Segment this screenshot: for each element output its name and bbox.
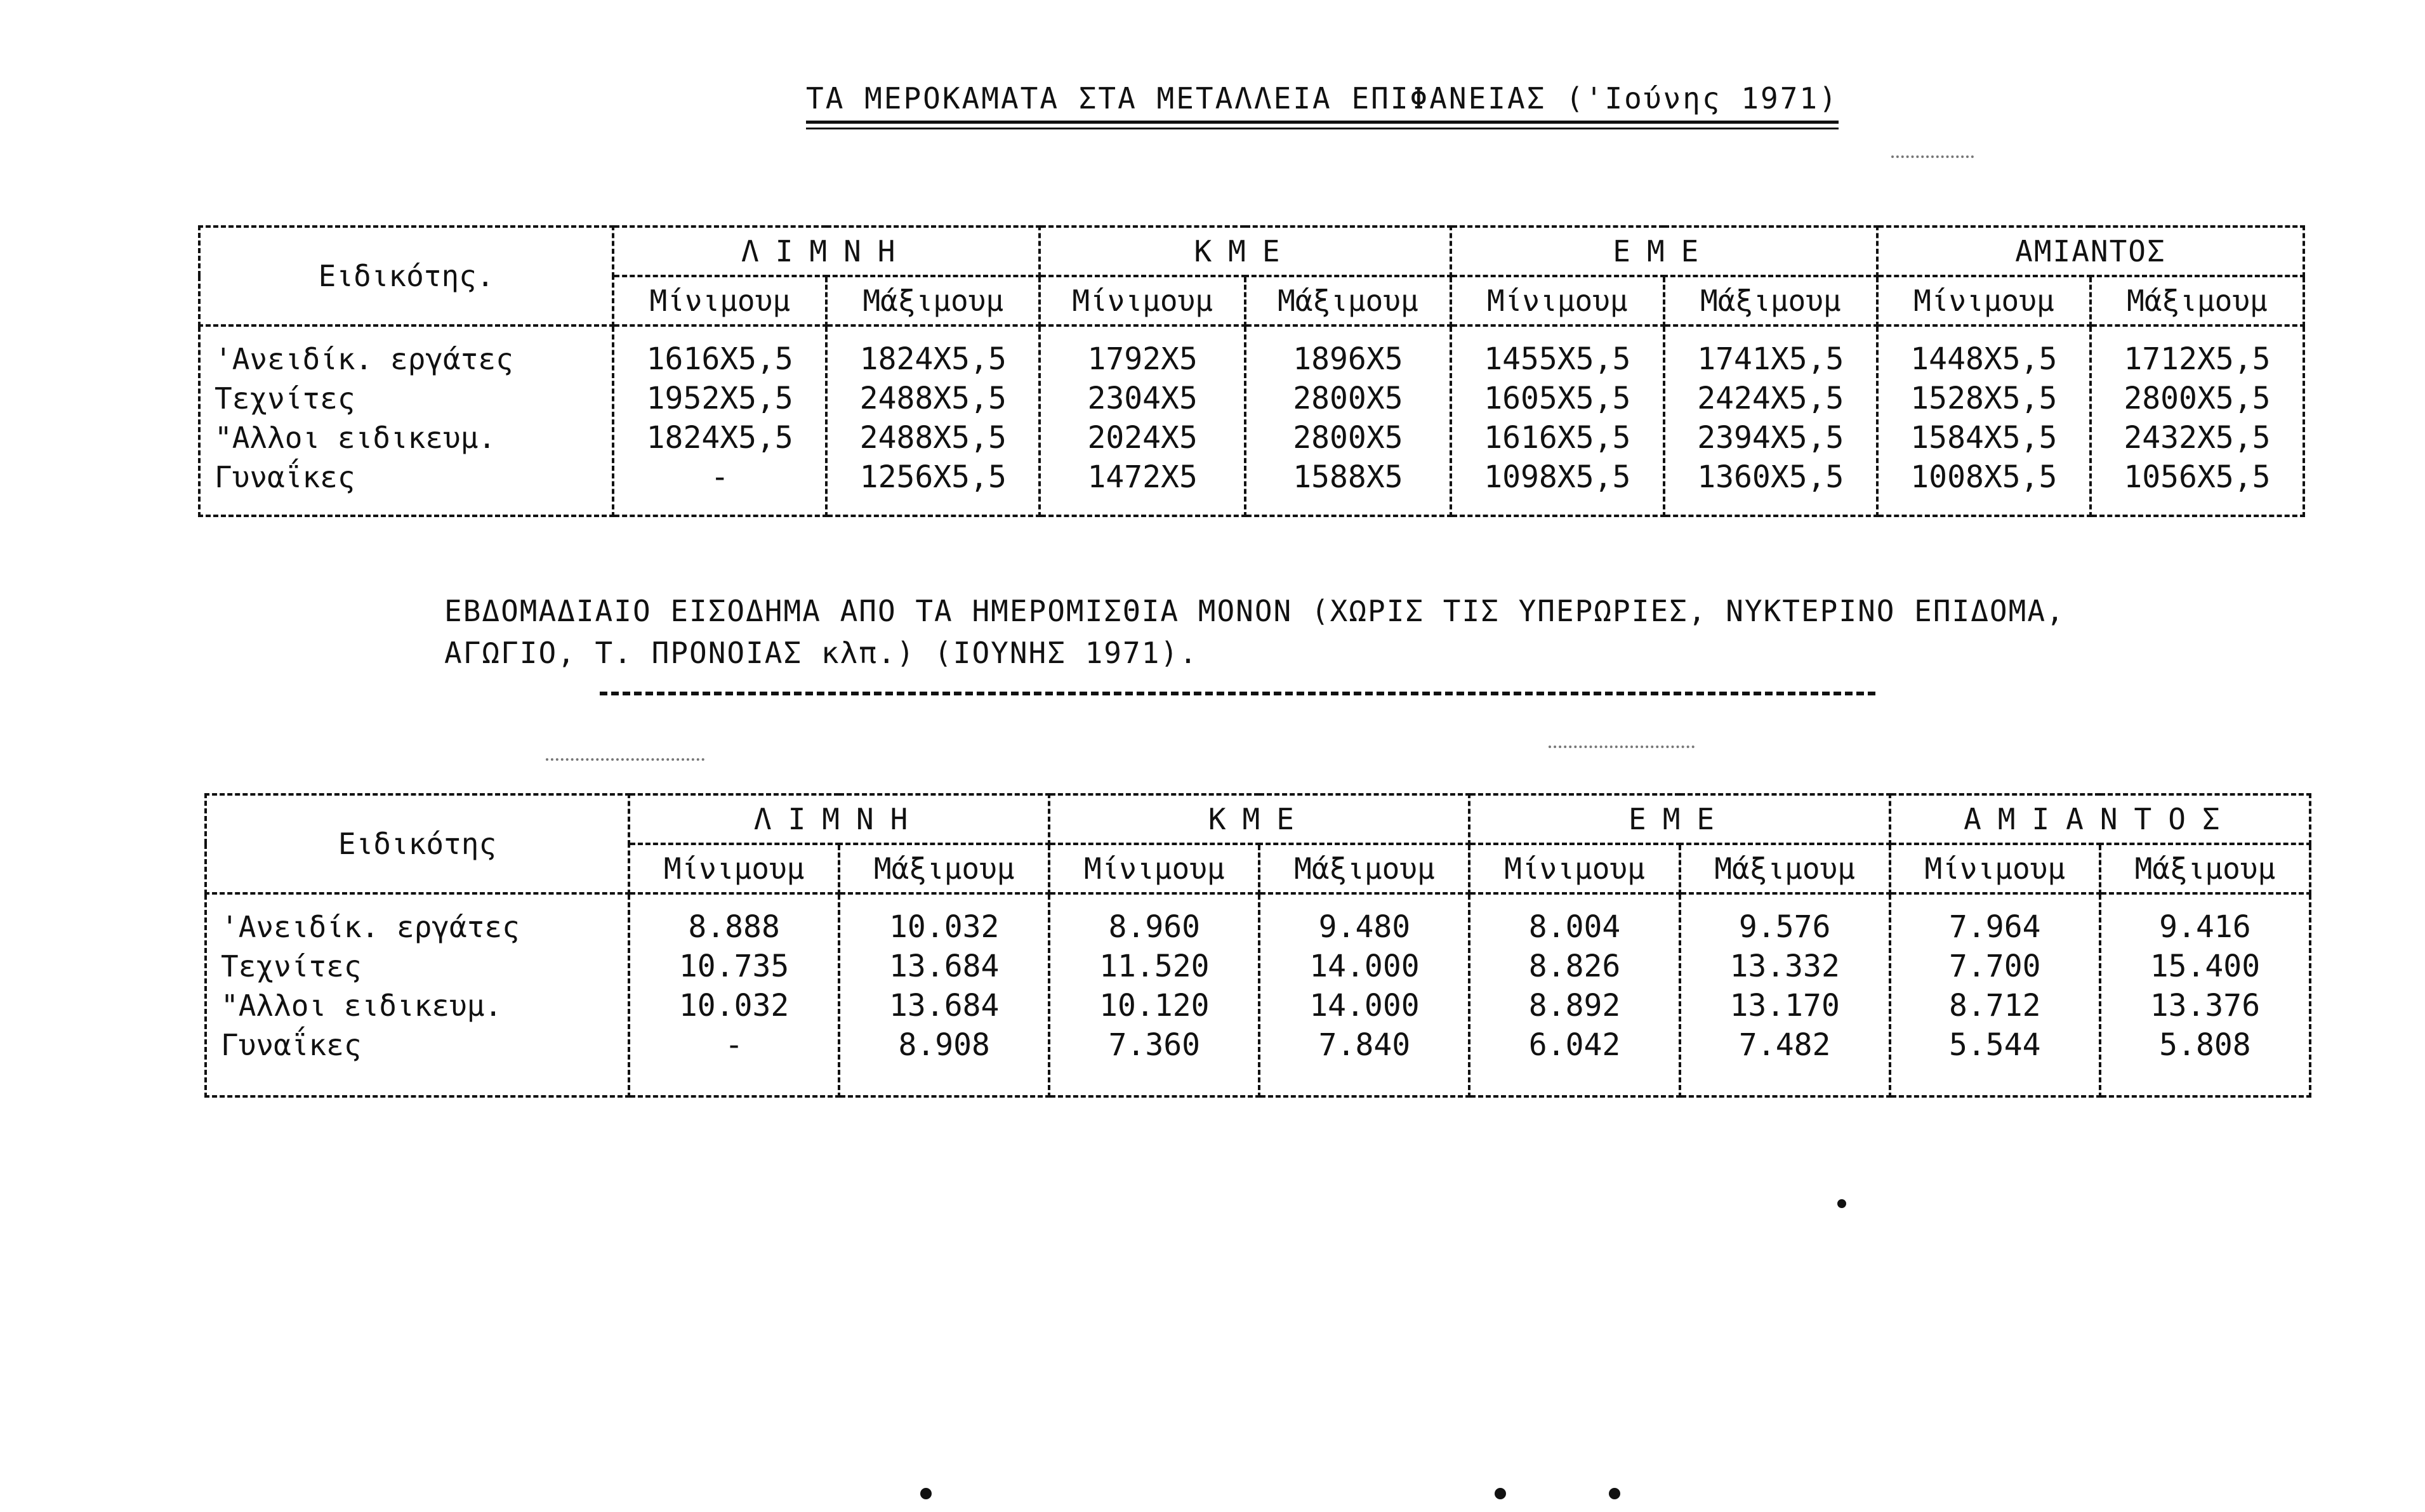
sub-header-max: Μάξιμουμ [2091,276,2304,325]
table-group-header-row [199,227,2304,276]
group-header-kme: ΚΜΕ [1049,794,1469,844]
table-cell: 1712Χ5,5 [2124,341,2271,377]
table-cell: 2488Χ5,5 [859,420,1007,456]
row-labels-cell [199,325,613,516]
group-header-limni: ΛΙΜΝΗ [613,227,1040,276]
row-label: Γυναΐκες [215,460,355,494]
values-cell-limni-max [839,893,1049,1096]
table-cell: 6.042 [1528,1027,1621,1063]
values-cell-limni-max [826,325,1040,516]
table-cell: 1472Χ5 [1087,459,1198,495]
table-body-row [199,325,2304,516]
table-cell: 8.826 [1528,949,1621,984]
heading-line: ΕΒΔΟΜΑΔΙΑΙΟ ΕΙΣΟΔΗΜΑ ΑΠΟ ΤΑ ΗΜΕΡΟΜΙΣΘΙΑ ΜΟΝΟΝ (ΧΩΡΙΣ ΤΙΣ ΥΠΕΡΩΡΙΕΣ, ΝΥΚΤΕΡΙΝΟ ΕΠΙΔΟΜΑ, [444,594,2065,628]
row-label: 'Ανειδίκ. εργάτες [221,910,520,944]
table-cell: 10.032 [889,909,1000,945]
values-cell-amiantos-min [1890,893,2100,1096]
table-cell: 7.482 [1738,1027,1831,1063]
weekly-income-table [204,793,2311,1098]
table-cell: 7.700 [1949,949,2041,984]
sub-header-min: Μίνιμουμ [1451,276,1664,325]
sub-header-min: Μίνιμουμ [1890,844,2100,893]
table-cell: 10.735 [678,949,790,984]
table-cell: 1952Χ5,5 [646,381,793,416]
table-cell: 1056Χ5,5 [2124,459,2271,495]
table-cell: 1098Χ5,5 [1484,459,1631,495]
table-cell: 1605Χ5,5 [1484,381,1631,416]
sub-header-min: Μίνιμουμ [1040,276,1245,325]
scan-speck [920,1488,932,1499]
table-cell: 8.004 [1528,909,1621,945]
table-cell: 14.000 [1309,949,1420,984]
table-cell: 13.332 [1729,949,1840,984]
sub-header-max: Μάξιμουμ [1245,276,1451,325]
group-header-kme: ΚΜΕ [1040,227,1451,276]
table-cell: 1824Χ5,5 [646,420,793,456]
table-cell: 1792Χ5 [1087,341,1198,377]
values-cell-amiantos-min [1877,325,2091,516]
decorative-dots [546,758,704,761]
table-cell: - [710,459,729,495]
row-label: 'Ανειδίκ. εργάτες [215,342,513,376]
table-cell: 2304Χ5 [1087,381,1198,416]
table-cell: 13.376 [2150,988,2261,1023]
row-label: "Αλλοι ειδικευμ. [215,421,496,455]
values-cell-eme-min [1469,893,1679,1096]
specialty-header: Ειδικότης [206,794,629,893]
daily-wages-table [198,225,2305,517]
table-cell: 2024Χ5 [1087,420,1198,456]
row-label: Τεχνίτες [221,949,362,983]
specialty-header: Ειδικότης. [199,227,613,325]
table-cell: 7.360 [1108,1027,1201,1063]
values-cell-eme-max [1680,893,1890,1096]
sub-header-min: Μίνιμουμ [629,844,839,893]
group-header-eme: ΕΜΕ [1469,794,1889,844]
table-cell: 8.908 [898,1027,990,1063]
row-labels-cell [206,893,629,1096]
table-cell: 1360Χ5,5 [1697,459,1844,495]
table-cell: 11.520 [1099,949,1210,984]
table-cell: 1448Χ5,5 [1910,341,2058,377]
table-cell: 8.892 [1528,988,1621,1023]
table-cell: 7.964 [1949,909,2041,945]
heading-dashed-underline [600,692,1875,695]
scan-speck [1609,1488,1620,1499]
table-cell: 13.684 [889,949,1000,984]
sub-header-min: Μίνιμουμ [1877,276,2091,325]
sub-header-max: Μάξιμουμ [1664,276,1877,325]
sub-header-max: Μάξιμουμ [1680,844,1890,893]
sub-header-max: Μάξιμουμ [2100,844,2310,893]
table-cell: 14.000 [1309,988,1420,1023]
values-cell-kme-max [1259,893,1469,1096]
decorative-dots [1891,155,1974,158]
table-cell: 1455Χ5,5 [1484,341,1631,377]
table-cell: 7.840 [1318,1027,1411,1063]
values-cell-eme-min [1451,325,1664,516]
group-header-amiantos: ΑΜΙΑΝΤΟΣ [1877,227,2304,276]
row-label: Γυναΐκες [221,1028,362,1062]
sub-header-max: Μάξιμουμ [1259,844,1469,893]
values-cell-limni-min [613,325,826,516]
table-cell: 1616Χ5,5 [1484,420,1631,456]
sub-header-min: Μίνιμουμ [613,276,826,325]
weekly-income-heading [444,590,2158,674]
sub-header-min: Μίνιμουμ [1049,844,1259,893]
table-cell: 15.400 [2150,949,2261,984]
table-cell: - [725,1027,744,1063]
table-cell: 5.544 [1949,1027,2041,1063]
table-cell: 2432Χ5,5 [2124,420,2271,456]
table-cell: 1588Χ5 [1293,459,1403,495]
values-cell-amiantos-max [2091,325,2304,516]
heading-line: ΑΓΩΓΙΟ, Τ. ΠΡΟΝΟΙΑΣ κλπ.) (ΙΟΥΝΗΣ 1971). [444,636,1198,670]
table-cell: 9.416 [2159,909,2251,945]
table-cell: 2394Χ5,5 [1697,420,1844,456]
values-cell-amiantos-max [2100,893,2310,1096]
table-cell: 2800Χ5,5 [2124,381,2271,416]
scan-speck [1837,1199,1846,1208]
sub-header-min: Μίνιμουμ [1469,844,1679,893]
table-cell: 1008Χ5,5 [1910,459,2058,495]
group-header-limni: ΛΙΜΝΗ [629,794,1049,844]
table-cell: 10.032 [678,988,790,1023]
row-label: Τεχνίτες [215,381,355,416]
table-cell: 1528Χ5,5 [1910,381,2058,416]
values-cell-eme-max [1664,325,1877,516]
table-cell: 13.170 [1729,988,1840,1023]
table-cell: 2800Χ5 [1293,381,1403,416]
sub-header-max: Μάξιμουμ [839,844,1049,893]
values-cell-kme-max [1245,325,1451,516]
table-cell: 1741Χ5,5 [1697,341,1844,377]
decorative-dots [1549,746,1695,748]
table-cell: 1896Χ5 [1293,341,1403,377]
group-header-amiantos: ΑΜΙΑΝΤΟΣ [1890,794,2310,844]
table-cell: 8.960 [1108,909,1201,945]
sub-header-max: Μάξιμουμ [826,276,1040,325]
table-cell: 9.576 [1738,909,1831,945]
document-title: ΤΑ ΜΕΡΟΚΑΜΑΤΑ ΣΤΑ ΜΕΤΑΛΛΕΙΑ ΕΠΙΦΑΝΕΙΑΣ ('Ιούνης 1971) [806,81,1839,124]
table-cell: 1256Χ5,5 [859,459,1007,495]
table-group-header-row [206,794,2310,844]
table-cell: 2424Χ5,5 [1697,381,1844,416]
table-cell: 2800Χ5 [1293,420,1403,456]
table-cell: 8.712 [1949,988,2041,1023]
values-cell-kme-min [1040,325,1245,516]
table-body-row [206,893,2310,1096]
values-cell-kme-min [1049,893,1259,1096]
table-cell: 13.684 [889,988,1000,1023]
table-cell: 9.480 [1318,909,1411,945]
table-cell: 2488Χ5,5 [859,381,1007,416]
row-label: "Αλλοι ειδικευμ. [221,989,503,1023]
table-cell: 10.120 [1099,988,1210,1023]
table-cell: 5.808 [2159,1027,2251,1063]
table-cell: 1824Χ5,5 [859,341,1007,377]
group-header-eme: ΕΜΕ [1451,227,1877,276]
scan-speck [1495,1488,1506,1499]
table-cell: 8.888 [688,909,780,945]
values-cell-limni-min [629,893,839,1096]
table-cell: 1584Χ5,5 [1910,420,2058,456]
table-cell: 1616Χ5,5 [646,341,793,377]
